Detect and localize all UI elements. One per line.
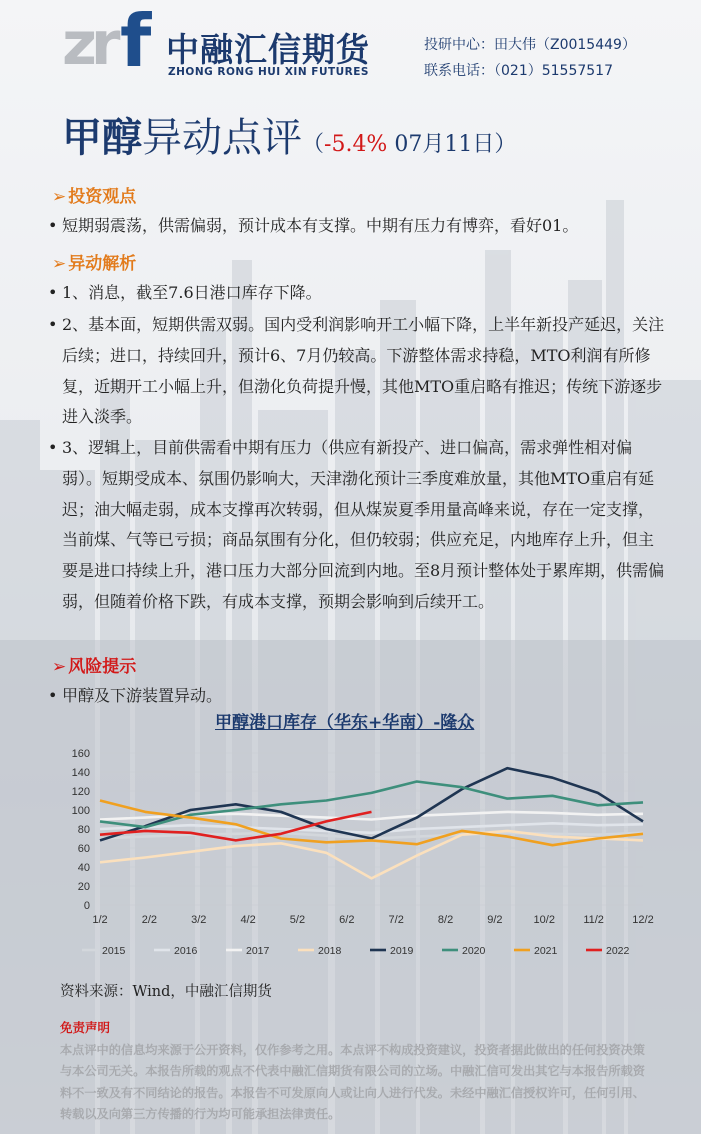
- phone-contact: 联系电话：（021）51557517: [424, 63, 613, 79]
- legend-label-2017: 2017: [246, 945, 270, 957]
- bullet-analysis-1: [48, 278, 668, 309]
- section-risk-heading: [52, 652, 136, 677]
- page-title: [62, 110, 516, 173]
- bullet-view-text: 短期弱震荡，供需偏弱，预计成本有支撑。中期有压力有博弈，看好01。: [62, 216, 579, 235]
- inventory-line-chart: [60, 740, 660, 970]
- arrow-icon: ➢: [52, 657, 67, 677]
- legend-label-2019: 2019: [390, 945, 414, 957]
- bullet-dot-icon: •: [48, 283, 58, 302]
- y-tick-label: 60: [77, 843, 90, 855]
- bullet-risk-text: 甲醇及下游装置异动。: [62, 686, 223, 705]
- bullet-a3-text: 3、逻辑上，目前供需看中期有压力（供应有新投产、进口偏高，需求弹性相对偏弱）。短期受成本、氛围仍影响大，天津渤化预计三季度难放量，其他MTO重启有延迟；油大幅走弱，成本支撑再次转弱，但从煤炭夏季用量高峰来说，存在一定支撑，当前煤、气等已亏损；商品氛围有分化，但仍较弱；供应充足，内地库存上升，但主要是进口持续上升，港口压力大部分回流到内地。至8月预计整体处于累库期，供需偏弱，但随着价格下跌，有成本支撑，预期会影响到后续开工。: [62, 438, 665, 611]
- x-tick-label: 1/2: [92, 914, 108, 926]
- disclaimer-text: 本点评中的信息均来源于公开资料，仅作参考之用。本点评不构成投资建议，投资者据此做出的任何投资决策与本公司无关。本报告所载的观点不代表中融汇信期货有限公司的立场。中融汇信可发出其它与本报告所载资料不一致及有不同结论的报告。本报告不可发原向人或让向人进行代发。未经中融汇信授权许可，任何引用、转载以及向第三方传播的行为均可能承担法律责任。: [60, 1043, 645, 1121]
- bullet-dot-icon: •: [48, 438, 58, 457]
- bullet-dot-icon: •: [48, 315, 58, 334]
- title-event: 异动点评: [142, 115, 302, 161]
- bullet-view: [48, 211, 668, 242]
- legend-label-2016: 2016: [174, 945, 198, 957]
- x-tick-label: 9/2: [487, 914, 503, 926]
- title-product: 甲醇: [62, 114, 142, 161]
- bullet-analysis-2: [48, 310, 668, 433]
- logo-en-name: ZHONG RONG HUI XIN FUTURES: [168, 66, 369, 78]
- bullet-analysis-3: [48, 433, 668, 618]
- legend-label-2022: 2022: [606, 945, 630, 957]
- bullet-dot-icon: •: [48, 686, 58, 705]
- x-tick-label: 5/2: [289, 914, 306, 926]
- x-tick-label: 12/2: [632, 914, 654, 926]
- y-tick-label: 140: [71, 767, 90, 779]
- y-tick-label: 80: [77, 824, 90, 836]
- legend-label-2018: 2018: [318, 945, 342, 957]
- x-tick-label: 6/2: [339, 914, 355, 926]
- logo-zr-mark: zr: [62, 9, 115, 79]
- legend-label-2021: 2021: [534, 945, 558, 957]
- x-tick-label: 10/2: [533, 914, 555, 926]
- section-analysis-heading: [52, 249, 136, 274]
- section-view-label: 投资观点: [68, 187, 137, 207]
- x-tick-label: 2/2: [141, 914, 158, 926]
- bullet-dot-icon: •: [48, 216, 58, 235]
- x-tick-label: 11/2: [583, 914, 604, 926]
- research-contact: 投研中心：田大伟（Z0015449）: [424, 37, 636, 53]
- title-date: 07月11日）: [387, 132, 517, 157]
- logo-f-mark: f: [120, 0, 152, 83]
- x-tick-label: 7/2: [388, 914, 404, 926]
- series-line-2019: [100, 768, 643, 840]
- section-analysis-label: 异动解析: [68, 254, 137, 274]
- arrow-icon: ➢: [52, 254, 67, 274]
- data-source: 资料来源：Wind，中融汇信期货: [60, 984, 272, 1000]
- logo-cn-name: 中融汇信期货: [166, 30, 370, 69]
- legend-label-2015: 2015: [102, 945, 126, 957]
- title-paren: （: [302, 132, 325, 157]
- x-tick-label: 8/2: [437, 914, 454, 926]
- disclaimer-title: 免责声明: [60, 1020, 111, 1035]
- x-tick-label: 4/2: [240, 914, 256, 926]
- chart-title: 甲醇港口库存（华东+华南）-隆众: [215, 713, 475, 733]
- bullet-a2-text: 2、基本面，短期供需双弱。国内受利润影响开工小幅下降，上半年新投产延迟，关注后续；进口，持续回升，预计6、7月仍较高。下游整体需求持稳，MTO利润有所修复，近期开工小幅上升，但渤化负荷提升慢，其他MTO重启略有推迟；传统下游逐步进入淡季。: [62, 315, 665, 427]
- x-tick-label: 3/2: [191, 914, 207, 926]
- legend-label-2020: 2020: [462, 945, 486, 957]
- y-tick-label: 40: [77, 862, 90, 874]
- bullet-a1-text: 1、消息，截至7.6日港口库存下降。: [62, 283, 322, 302]
- y-tick-label: 20: [77, 881, 90, 893]
- section-risk-label: 风险提示: [68, 657, 137, 677]
- y-tick-label: 160: [71, 748, 90, 760]
- y-tick-label: 0: [83, 900, 90, 912]
- y-tick-label: 100: [71, 805, 90, 817]
- title-change: -5.4%: [324, 132, 388, 157]
- section-view-heading: [52, 182, 136, 207]
- y-tick-label: 120: [71, 786, 90, 798]
- arrow-icon: ➢: [52, 187, 67, 207]
- company-logo: [62, 0, 382, 83]
